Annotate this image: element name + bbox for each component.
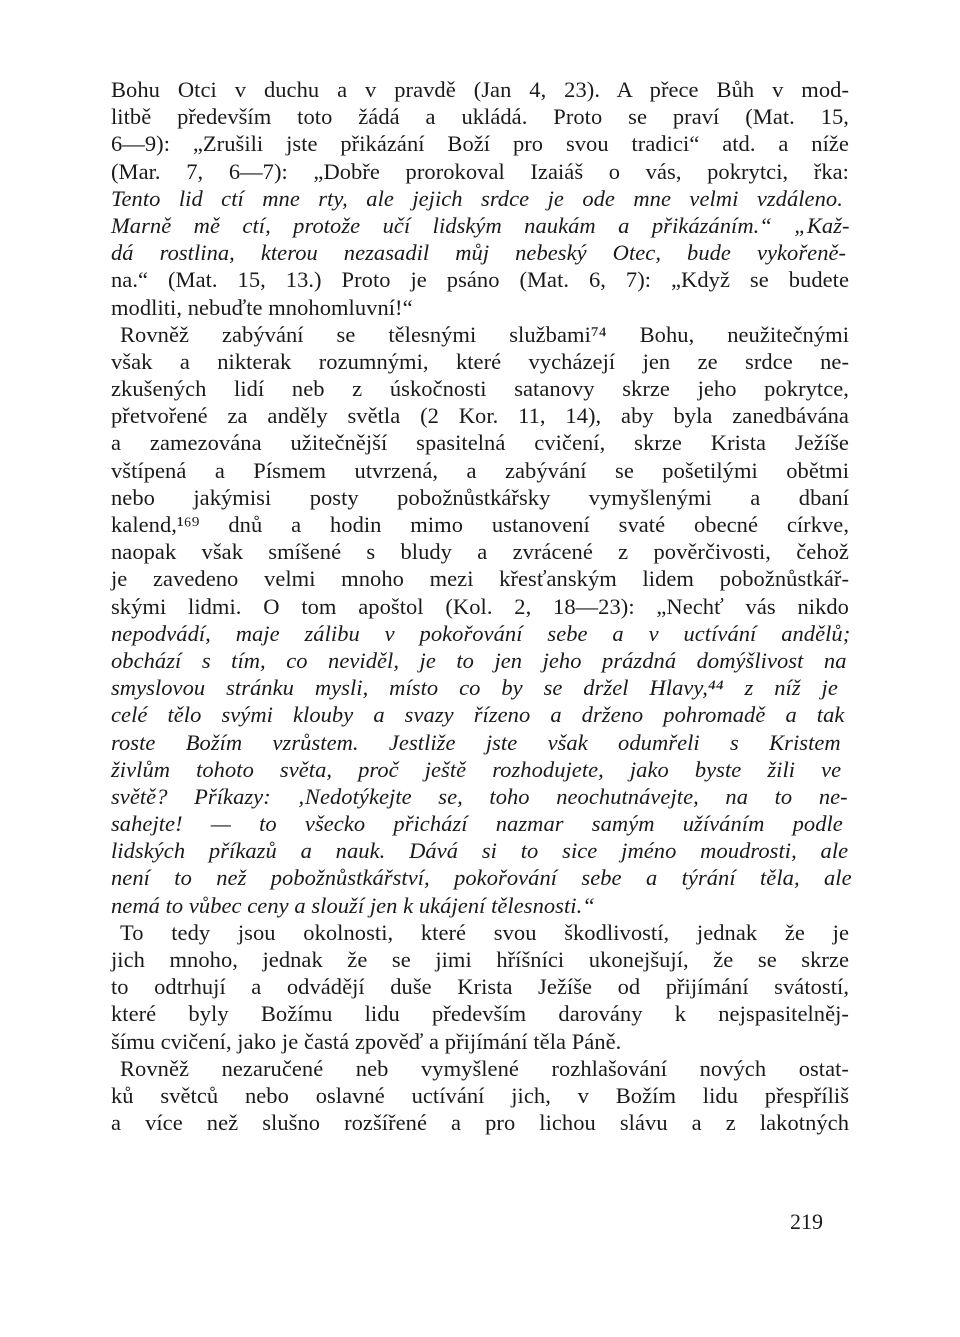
text-line <box>111 837 849 864</box>
text-line <box>111 511 849 538</box>
text-line-content: obchází s tím, co neviděl, je to jen jeho prázdná domýšlivost na <box>111 647 847 673</box>
text-line-content: skými lidmi. O tom apoštol (Kol. 2, 18—23): „Nechť vás nikdo <box>111 593 849 619</box>
text-line <box>111 593 849 620</box>
text-line-content: sahejte! — to všecko přichází nazmar samým užíváním podle <box>111 811 843 837</box>
text-line <box>111 919 849 946</box>
text-line <box>111 375 849 402</box>
text-line <box>111 1082 849 1109</box>
text-line <box>111 864 852 891</box>
text-line <box>111 973 849 1000</box>
text-line-content: celé tělo svými klouby a svazy řízeno a drženo pohromadě a tak <box>111 702 845 728</box>
text-line-content: však a nikterak rozumnými, které vycházejí jen ze srdce ne- <box>111 348 850 374</box>
text-line <box>111 457 849 484</box>
text-line-content: je zavedeno velmi mnoho mezi křesťanským lidem pobožnůstkář- <box>111 566 850 592</box>
text-line <box>111 620 849 647</box>
text-line-content: ků světců nebo oslavné uctívání jich, v Božím lidu přespříliš <box>111 1082 850 1108</box>
text-line <box>111 348 849 375</box>
text-line-content: přetvořené za anděly světla (2 Kor. 11, 14), aby byla zanedbávána <box>111 403 849 429</box>
text-line <box>111 185 849 212</box>
text-line <box>111 783 849 810</box>
text-line <box>111 294 849 321</box>
text-line <box>111 538 849 565</box>
text-line-content: není to než pobožnůstkářství, pokořování sebe a týrání těla, ale <box>111 865 852 891</box>
text-line-content: roste Božím vzrůstem. Jestliže jste však odumřeli s Kristem <box>111 729 841 755</box>
text-line <box>111 321 849 348</box>
page-number: 219 <box>790 1209 823 1234</box>
text-line-content: a zamezována užitečnější spasitelná cvičení, skrze Krista Ježíše <box>111 430 849 456</box>
text-line-content: vštípená a Písmem utvrzená, a zabývání se pošetilými obětmi <box>111 457 850 483</box>
text-line <box>111 701 849 728</box>
text-line-content: světě? Příkazy: ‚Nedotýkejte se, toho neochutnávejte, na to ne- <box>111 783 848 809</box>
text-line-content: To tedy jsou okolnosti, které svou škodlivostí, jednak že je <box>120 919 849 945</box>
text-line-content: litbě především toto žádá a ukládá. Proto se praví (Mat. 15, <box>111 104 849 130</box>
text-line <box>111 76 849 103</box>
text-line-content: zkušených lidí neb z úskočnosti satanovy skrze jeho pokrytce, <box>111 376 849 402</box>
text-line <box>111 946 849 973</box>
text-line-content: a více než slušno rozšířené a pro lichou slávu a z lakotných <box>111 1110 850 1136</box>
text-line <box>111 239 849 266</box>
text-line-content: Rovněž nezaručené neb vymyšlené rozhlašování nových ostat- <box>120 1055 849 1081</box>
text-line-content: nebo jakýmisi posty pobožnůstkářsky vymyšlenými a dbaní <box>111 484 850 510</box>
text-line <box>111 266 849 293</box>
text-line-content: to odtrhují a odvádějí duše Krista Ježíše od přijímání svátostí, <box>111 974 849 1000</box>
page-text <box>111 76 852 1136</box>
text-line-content: nepodvádí, maje zálibu v pokořování sebe a v uctívání andělů; <box>111 620 851 646</box>
text-line-content: (Mar. 7, 6—7): „Dobře prorokoval Izaiáš o vás, pokrytci, řka: <box>111 158 849 184</box>
text-line <box>111 103 849 130</box>
text-line-content: Bohu Otci v duchu a v pravdě (Jan 4, 23). A přece Bůh v mod- <box>111 77 849 102</box>
text-line <box>111 1055 849 1082</box>
text-line <box>111 1000 849 1027</box>
text-line-content: Tento lid ctí mne rty, ale jejich srdce je ode mne velmi vzdáleno. <box>111 185 843 211</box>
text-line <box>111 158 849 185</box>
text-line <box>111 756 849 783</box>
text-line <box>111 1109 849 1136</box>
text-line-content: 6—9): „Zrušili jste přikázání Boží pro svou tradici“ atd. a níže <box>111 131 849 157</box>
text-line-content: naopak však smíšené s bludy a zvrácené z pověrčivosti, čehož <box>111 539 849 565</box>
text-line-content: nemá to vůbec ceny a slouží jen k ukájení tělesnosti.“ <box>111 892 595 918</box>
text-line <box>111 429 849 456</box>
text-line <box>111 1028 849 1055</box>
text-line <box>111 892 849 919</box>
text-line-content: které byly Božímu lidu především darovány k nejspasitelněj- <box>111 1001 849 1027</box>
text-line-content: jich mnoho, jednak že se jimi hříšníci ukonejšují, že se skrze <box>111 947 850 972</box>
text-line <box>111 810 849 837</box>
text-line-content: na.“ (Mat. 15, 13.) Proto je psáno (Mat. 6, 7): „Když se budete <box>111 267 849 293</box>
text-line-content: Marně mě ctí, protože učí lidským naukám a přikázáním.“ „Kaž- <box>111 212 850 238</box>
text-line-content: Rovněž zabývání se tělesnými službami⁷⁴ Bohu, neužitečnými <box>120 321 850 347</box>
text-line-content: smyslovou stránku mysli, místo co by se držel Hlavy,⁴⁴ z níž je <box>111 675 838 701</box>
text-line-content: živlům tohoto světa, proč ještě rozhodujete, jako byste žili ve <box>111 756 842 782</box>
text-line <box>111 402 849 429</box>
text-line <box>111 674 849 701</box>
text-line-content: kalend,¹⁶⁹ dnů a hodin mimo ustanovení svaté obecné církve, <box>111 512 850 537</box>
text-line-content: dá rostlina, kterou nezasadil můj nebeský Otec, bude vykořeně- <box>111 240 847 266</box>
text-line <box>111 484 849 511</box>
text-line <box>111 647 849 674</box>
text-line-content: lidských příkazů a nauk. Dává si to sice jméno moudrosti, ale <box>111 838 849 864</box>
text-line <box>111 212 849 239</box>
text-line-content: šímu cvičení, jako je častá zpověď a přijímání těla Páně. <box>111 1028 622 1054</box>
text-line-content: modliti, nebuďte mnohomluvní!“ <box>111 294 413 320</box>
text-line <box>111 130 849 157</box>
text-line <box>111 565 849 592</box>
text-line <box>111 729 849 756</box>
